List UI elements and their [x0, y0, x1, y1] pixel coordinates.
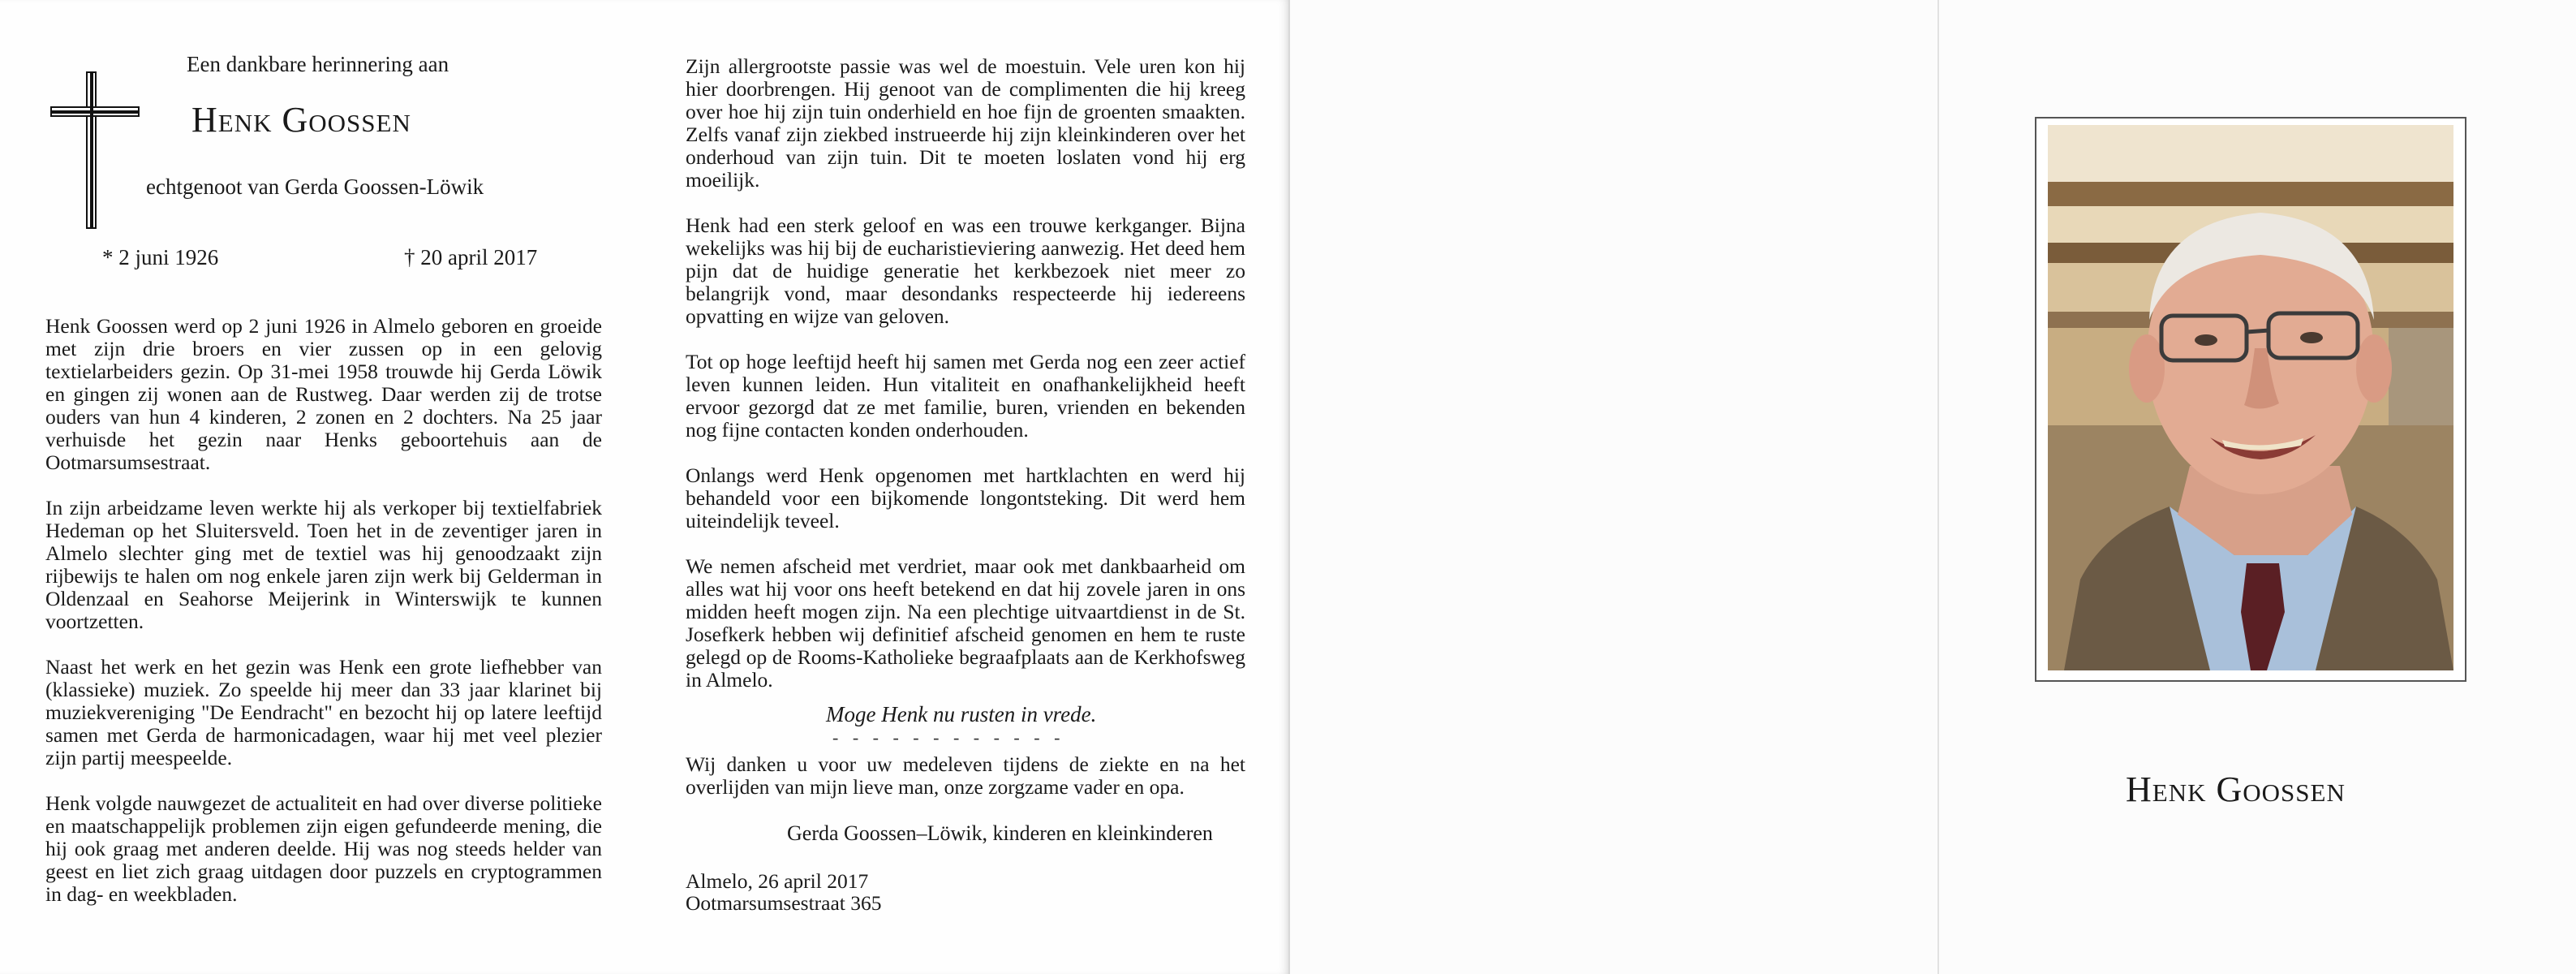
thanks-text: Wij danken u voor uw medeleven tijdens de ziekte en na het overlijden van mijn lieve man, onze zorgzame vader en opa. [686, 752, 1245, 799]
paragraph: Onlangs werd Henk opgenomen met hartklachten en werd hij behandeld voor een bijkomende longontsteking. Dit werd hem uiteindelijk teveel. [686, 463, 1245, 532]
address: Ootmarsumsestraat 365 [686, 891, 882, 915]
paragraph: We nemen afscheid met verdriet, maar ook met dankbaarheid om alles wat hij voor ons heeft betekend en dat hij zovele jaren in ons midden heeft mogen zijn. Na een plechtige uitvaartdienst in de St. Josefkerk hebben wij definitief afscheid genomen en hem te ruste gelegd op de Rooms-Katholieke begraafplaats aan de Kerkhofsweg in Almelo. [686, 554, 1245, 692]
biography-right-column [686, 55, 1245, 714]
birth-date: * 2 juni 1926 [102, 245, 219, 269]
cross-icon [50, 71, 140, 229]
paragraph: In zijn arbeidzame leven werkte hij als verkoper bij textielfabriek Hedeman op het Sluitersveld. Toen het in de zeventiger jaren in Almelo slechter ging met de textiel was hij genoodzaakt zijn rijbewijs te halen om nog enkele jaren zijn werk bij Gelderman in Oldenzaal en Seahorse Meijerink in Winterswijk te kunnen voortzetten. [45, 496, 602, 633]
paragraph: Henk had een sterk geloof en was een trouwe kerkganger. Bijna wekelijks was hij bij de eucharistieviering aanwezig. Het deed hem pijn dat de huidige generatie het kerkbezoek niet meer zo belangrijk vond, maar desondanks respecteerde hij iedereens opvatting en wijze van geloven. [686, 213, 1245, 328]
paragraph: Henk Goossen werd op 2 juni 1926 in Almelo geboren en groeide met zijn drie broers en vier zussen op in een gelovig textielarbeiders gezin. Op 31-mei 1958 trouwde hij Gerda Löwik en gingen zij wonen aan de Rustweg. Daar werden zij de trotse ouders van hun 4 kinderen, 2 zonen en 2 dochters. Na 25 jaar verhuisde het gezin naar Henks geboortehuis aan de Ootmarsumsestraat. [45, 314, 602, 474]
fold-line [1937, 0, 1939, 974]
death-date: † 20 april 2017 [404, 245, 538, 269]
prayer-line: Moge Henk nu rusten in vrede. [826, 702, 1097, 726]
intro-text: Een dankbare herinnering aan [187, 52, 449, 76]
spouse-text: echtgenoot van Gerda Goossen-Löwik [146, 175, 484, 199]
separator: - - - - - - - - - - - - [832, 727, 1065, 748]
deceased-name: Henk Goossen [191, 100, 411, 140]
back-name: Henk Goossen [2126, 769, 2346, 809]
family-signature: Gerda Goossen–Löwik, kinderen en kleinkinderen [787, 821, 1213, 845]
biography-left-column [45, 315, 602, 929]
place-date: Almelo, 26 april 2017 [686, 869, 869, 893]
paragraph: Henk volgde nauwgezet de actualiteit en had over diverse politieke en maatschappelijk problemen zijn eigen gefundeerde mening, die hij ook graag met anderen deelde. Hij was nog steeds helder van geest en liet zich graag uitdagen door puzzels en cryptogrammen in dag- en weekbladen. [45, 791, 602, 906]
portrait-photo [2048, 125, 2453, 670]
portrait-frame [2035, 117, 2466, 682]
paragraph: Tot op hoge leeftijd heeft hij samen met Gerda nog een zeer actief leven kunnen leiden. Hun vitaliteit en onafhankelijkheid heeft ervoor gezorgd dat ze met familie, buren, vrienden en bekenden nog fijne contacten konden onderhouden. [686, 350, 1245, 442]
paragraph: Zijn allergrootste passie was wel de moestuin. Vele uren kon hij hier doorbrengen. Hij genoot van de complimenten die hij kreeg over hoe hij zijn tuin onderhield en hoe fijn de groenten smaakten. Zelfs vanaf zijn ziekbed instrueerde hij zijn kleinkinderen over het onderhoud van zijn tuin. Dit te moeten loslaten vond hij erg moeilijk. [686, 54, 1245, 192]
paragraph: Naast het werk en het gezin was Henk een grote liefhebber van (klassieke) muziek. Zo speelde hij meer dan 33 jaar klarinet bij muziekvereniging "De Eendracht" en bezocht hij op latere leeftijd samen met Gerda de harmonicadagen, waar hij met veel plezier zijn partij meespeelde. [45, 655, 602, 769]
